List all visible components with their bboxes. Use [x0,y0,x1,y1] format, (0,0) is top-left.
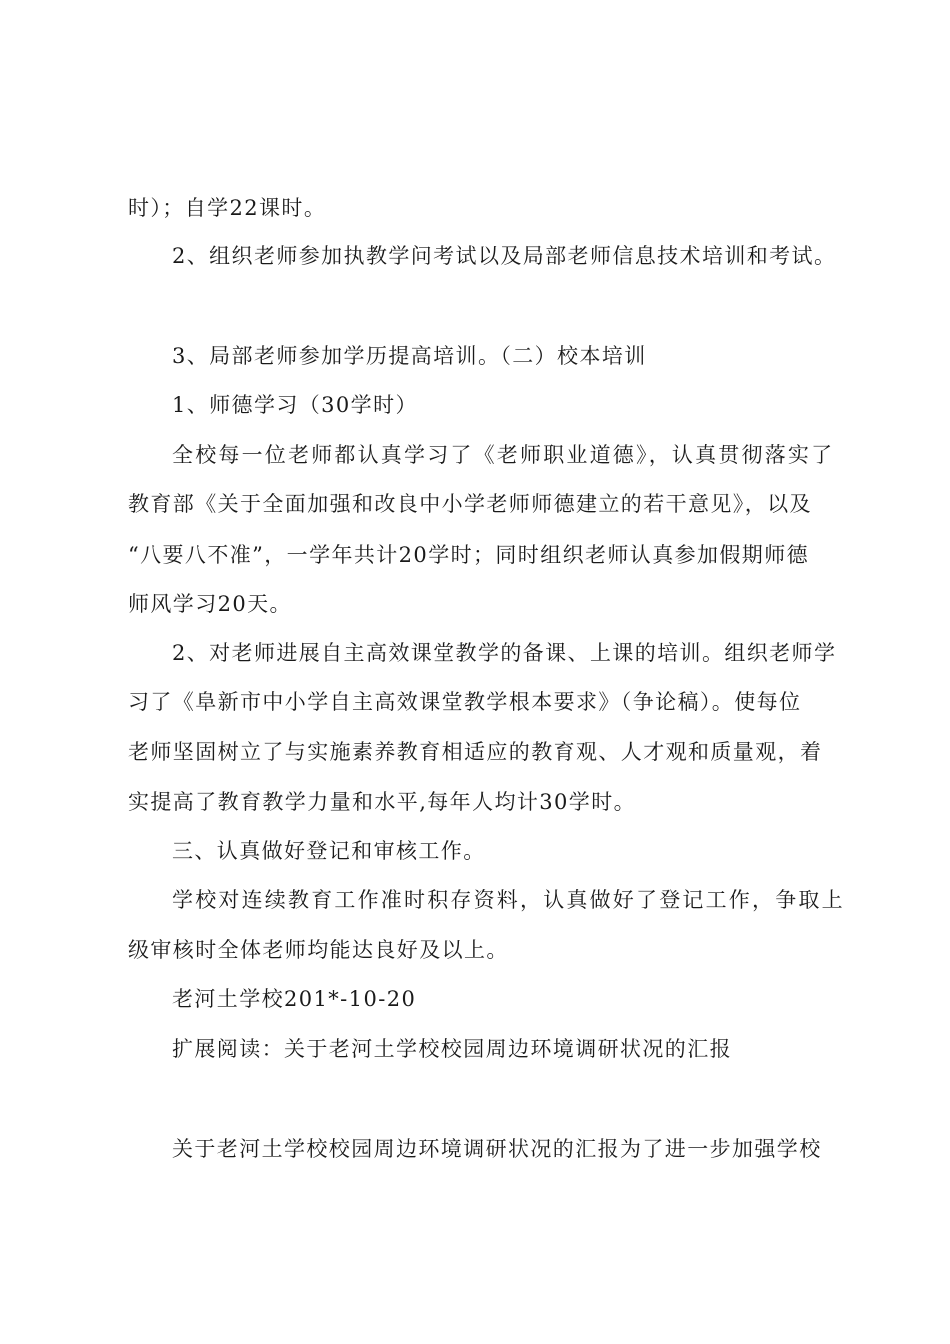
text-line-7: “八要八不准”，一学年共计20学时；同时组织老师认真参加假期师德 [128,543,809,567]
text-line-5: 全校每一位老师都认真学习了《老师职业道德》，认真贯彻落实了 [172,443,835,467]
text-line-1: 时）；自学22课时。 [128,196,327,220]
text-line-9: 2、对老师进展自主高效课堂教学的备课、上课的培训。组织老师学 [172,641,837,665]
extended-reading-title: 扩展阅读：关于老河土学校校园周边环境调研状况的汇报 [172,1037,732,1061]
text-line-12: 实提高了教育教学力量和水平,每年人均计30学时。 [128,790,636,814]
text-line-18: 关于老河土学校校园周边环境调研状况的汇报为了进一步加强学校 [172,1137,822,1161]
text-line-10: 习了《阜新市中小学自主高效课堂教学根本要求》（争论稿）。使每位 [128,690,802,714]
signature-date: 老河土学校201*-10-20 [172,987,417,1011]
text-line-15: 级审核时全体老师均能达良好及以上。 [128,938,509,962]
section-heading-ethics: 1、师德学习（30学时） [172,393,418,417]
text-line-2: 2、组织老师参加执教学问考试以及局部老师信息技术培训和考试。 [172,244,837,268]
text-line-11: 老师坚固树立了与实施素养教育相适应的教育观、人才观和质量观，着 [128,740,823,764]
text-line-8: 师风学习20天。 [128,592,292,616]
section-heading-registration: 三、认真做好登记和审核工作。 [172,839,486,863]
text-line-14: 学校对连续教育工作准时积存资料，认真做好了登记工作，争取上 [172,888,845,912]
text-line-3: 3、局部老师参加学历提高培训。（二）校本培训 [172,344,647,368]
text-line-6: 教育部《关于全面加强和改良中小学老师师德建立的若干意见》，以及 [128,492,812,516]
